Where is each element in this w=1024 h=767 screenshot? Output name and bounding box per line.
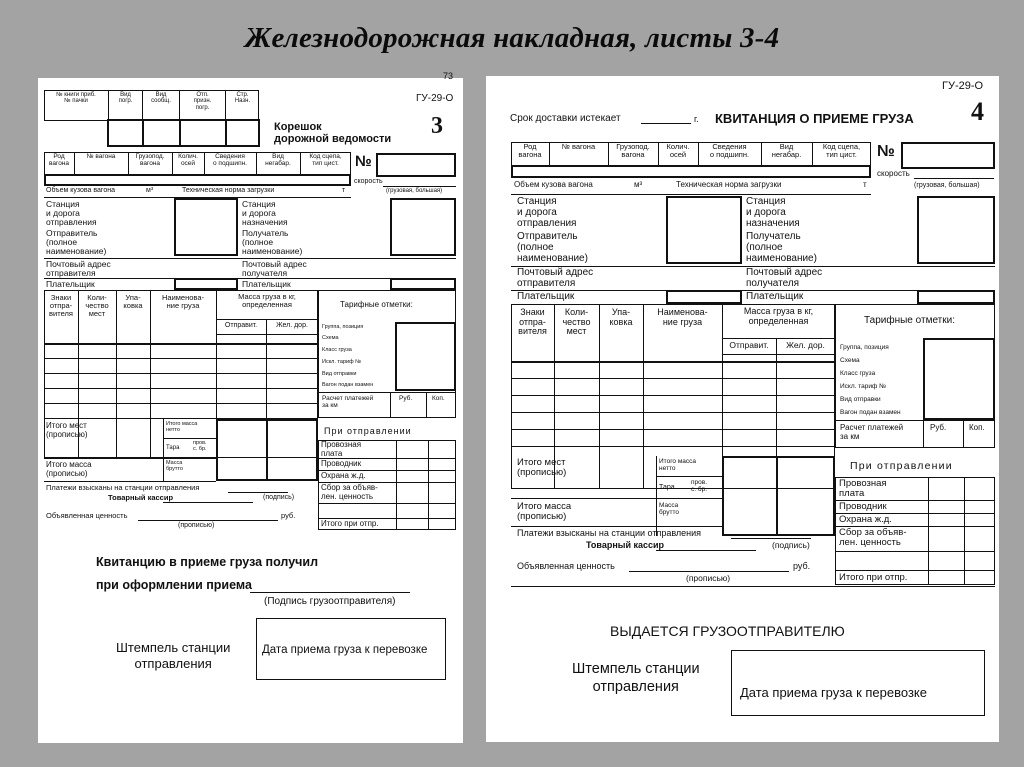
sheet3-receiver: Получатель (полное наименование) xyxy=(242,228,303,257)
sheet3-stamp: Штемпель станции отправления xyxy=(116,640,231,672)
sheet3-kop: Коп. xyxy=(432,395,445,402)
sheet4-date-label: Дата приема груза к перевозке xyxy=(740,685,927,700)
sheet4-tariff-item: Вагон подан взамен xyxy=(840,409,901,416)
sheet4-cargo-col: Коли- чество мест xyxy=(562,307,591,337)
sheet3-shipper-signature: (Подпись грузоотправителя) xyxy=(264,596,396,607)
sheet3-top-box-label: Вид сообщ. xyxy=(151,92,171,105)
sheet4-total-mass: Итого масса (прописью) xyxy=(517,501,572,523)
sheet4-tara: Тара xyxy=(659,484,675,491)
sheet4-number-box xyxy=(901,142,995,169)
sheet4-volume-unit: м³ xyxy=(634,180,643,189)
sheet3-mass-sub: Жел. дор. xyxy=(276,322,308,329)
sheet4-speed: скорость xyxy=(877,169,910,178)
sheet3-payer-left: Плательщик xyxy=(46,279,95,289)
sheet3-tara-note: пров. с. бр. xyxy=(193,440,207,452)
sheet4-station-to-code xyxy=(917,196,995,264)
sheet3-tariff-box xyxy=(395,322,456,391)
sheet4-form-code: ГУ-29-О xyxy=(942,80,984,92)
sheet4-tara-note: пров. с. бр. xyxy=(691,479,708,494)
sheet3-cashier: Товарный кассир xyxy=(108,493,174,502)
sheet4-payer-right: Плательщик xyxy=(746,291,804,302)
sheet3-station-from-code xyxy=(174,198,238,256)
sheet4-date-box xyxy=(731,650,985,716)
sheet3-number-sign: № xyxy=(355,153,372,170)
sheet3-wagon-col: № вагона xyxy=(86,153,116,160)
sheet3-payments: Платежи взысканы на станции отправления xyxy=(46,483,200,492)
sheet4-tariff-item: Вид отправки xyxy=(840,396,881,403)
sheet4-dispatch: При отправлении xyxy=(850,460,953,472)
sheet4-receiver: Получатель (полное наименование) xyxy=(746,231,817,264)
sheet3-page-number: 73 xyxy=(443,71,454,81)
sheet3-total-mass-net: Итого масса нетто xyxy=(166,421,198,433)
sheet3-wagon-col: Сведения о подшипн. xyxy=(213,153,247,168)
sheet3-receipt-line2: при оформлении приема xyxy=(96,578,252,592)
sheet3-station-to-code xyxy=(390,198,456,256)
sheet3-dispatch-item: Охрана ж.д. xyxy=(321,471,366,480)
sheet3-cargo-col: Наименова- ние груза xyxy=(162,293,204,311)
sheet4-rub: Руб. xyxy=(930,423,947,432)
sheet4-payer-left-box xyxy=(666,290,742,304)
sheet4-wagon-entry xyxy=(511,165,871,178)
sheet-3 xyxy=(38,71,463,743)
sheet3-wagon-col: Колич. осей xyxy=(178,153,198,168)
sheet4-declared: Объявленная ценность xyxy=(517,561,615,571)
sheet3-payer-right-box xyxy=(390,278,456,290)
sheet4-dispatch-item: Сбор за объяв- лен. ценность xyxy=(839,527,907,549)
sheet3-wagon-entry xyxy=(44,174,351,186)
sheet4-wagon-col: Колич. осей xyxy=(666,142,690,160)
sheet3-dispatch-item: Сбор за объяв- лен. ценность xyxy=(321,483,378,501)
sheet3-sender: Отправитель (полное наименование) xyxy=(46,228,107,257)
sheet3-station-to: Станция и дорога назначения xyxy=(242,199,288,228)
sheet3-tariff-item: Группа, позиция xyxy=(322,324,364,330)
sheet4-norm-unit: т xyxy=(863,180,867,189)
page-title: Железнодорожная накладная, листы 3-4 xyxy=(244,22,780,54)
sheet4-mass-sub: Отправит. xyxy=(729,340,769,350)
sheet3-speed: скорость xyxy=(354,178,383,185)
sheet3-tariff-item: Схема xyxy=(322,335,339,341)
sheet3-norm-unit: т xyxy=(342,187,346,194)
sheet3-tariff-title: Тарифные отметки: xyxy=(340,300,413,309)
sheet4-mass-gross: Масса брутто xyxy=(659,502,680,517)
sheet3-receipt-line1: Квитанцию в приеме груза получил xyxy=(96,555,319,569)
sheet4-issued: ВЫДАЕТСЯ ГРУЗООТПРАВИТЕЛЮ xyxy=(610,623,845,639)
sheet3-rub2: руб. xyxy=(281,511,296,520)
sheet3-cargo-col: Коли- чество мест xyxy=(85,293,109,319)
sheet4-kop: Коп. xyxy=(969,423,985,432)
sheet4-cashier: Товарный кассир xyxy=(586,540,665,550)
sheet4-cargo-col: Наименова- ние груза xyxy=(657,307,708,327)
sheet3-speed-note: (грузовая, большая) xyxy=(386,188,443,194)
sheet4-year: г. xyxy=(694,114,699,124)
sheet3-dispatch-item: Проводник xyxy=(321,459,362,468)
sheet4-payer-left: Плательщик xyxy=(517,291,575,302)
sheet3-payer-left-box xyxy=(174,278,238,290)
sheet3-mass-gross: Масса брутто xyxy=(166,460,183,472)
sheet-4 xyxy=(486,76,999,742)
sheet4-wagon-col: Сведения о подшипн. xyxy=(709,142,750,160)
sheet4-addr-receiver: Почтовый адрес получателя xyxy=(746,267,823,289)
sheet4-wagon-col: № вагона xyxy=(561,142,596,151)
sheet3-dispatch-item: Провозная плата xyxy=(321,440,362,458)
sheet3-tariff-item: Класс груза xyxy=(322,347,352,353)
sheet4-mass-sub: Жел. дор. xyxy=(786,340,825,350)
sheet3-form-code: ГУ-29-О xyxy=(416,93,454,104)
sheet3-volume: Объем кузова вагона xyxy=(46,187,115,194)
sheet4-payments: Платежи взысканы на станции отправления xyxy=(517,528,702,538)
sheet3-top-box-label: Отп. призн. погр. xyxy=(193,92,212,111)
sheet3-heading: Корешок дорожной ведомости xyxy=(274,121,392,145)
sheet4-sender: Отправитель (полное наименование) xyxy=(517,231,588,264)
sheet4-speed-note: (грузовая, большая) xyxy=(914,182,980,189)
sheet4-norm: Техническая норма загрузки xyxy=(676,180,782,189)
sheet4-tariff-item: Схема xyxy=(840,357,860,364)
sheet4-tariff-item: Группа, позиция xyxy=(840,344,889,351)
sheet4-total-mass-net: Итого масса нетто xyxy=(659,458,697,473)
sheet4-total-places: Итого мест (прописью) xyxy=(517,457,567,479)
sheet4-delivery: Срок доставки истекает xyxy=(510,113,621,124)
sheet4-dispatch-item: Провозная плата xyxy=(839,478,887,500)
sheet3-norm: Техническая норма загрузки xyxy=(182,187,275,194)
sheet3-cargo-col: Знаки отпра- вителя xyxy=(49,293,73,319)
sheet3-rub: Руб. xyxy=(399,395,413,402)
sheet3-date-label: Дата приема груза к перевозке xyxy=(262,644,428,656)
sheet3-tara: Тара xyxy=(166,445,180,451)
sheet4-dispatch-item: Охрана ж.д. xyxy=(839,514,892,525)
sheet3-number-box xyxy=(376,153,456,177)
sheet4-tariff-title: Тарифные отметки: xyxy=(864,315,955,326)
sheet3-in-words: (прописью) xyxy=(178,522,215,529)
sheet3-mass-header: Масса груза в кг, определенная xyxy=(238,292,296,310)
sheet4-dispatch-item: Итого при отпр. xyxy=(839,572,908,583)
sheet3-volume-unit: м³ xyxy=(146,187,154,194)
sheet3-total-places: Итого мест (прописью) xyxy=(46,421,88,439)
sheet3-dispatch: При отправлении xyxy=(324,426,412,436)
sheet4-mass-total-box xyxy=(722,456,835,536)
sheet3-tariff-item: Вид отправки xyxy=(322,371,357,377)
sheet4-tariff-item: Класс груза xyxy=(840,370,876,377)
sheet3-addr-receiver: Почтовый адрес получателя xyxy=(242,259,307,279)
sheet4-payer-right-box xyxy=(917,290,995,304)
sheet4-addr-sender: Почтовый адрес отправителя xyxy=(517,267,594,289)
sheet3-wagon-col: Род вагона xyxy=(48,153,70,168)
sheet3-number: 3 xyxy=(431,113,443,139)
sheet3-wagon-col: Вид негабар. xyxy=(265,153,291,168)
sheet3-top-box-label: Стр. Назн. xyxy=(234,92,251,105)
sheet3-top-box-label: Вид погр. xyxy=(118,92,133,105)
sheet4-tariff-box xyxy=(923,338,995,420)
sheet4-station-from-code xyxy=(666,196,742,264)
sheet4-wagon-col: Код сцепа, тип цист. xyxy=(822,142,861,160)
sheet3-top-box-label: № книги приб. № пачки xyxy=(56,92,96,105)
sheet4-dispatch-item: Проводник xyxy=(839,501,887,512)
sheet4-station-to: Станция и дорога назначения xyxy=(746,196,800,229)
sheet3-tariff-item: Искл. тариф № xyxy=(322,359,362,365)
sheet4-wagon-col: Грузопод. вагона xyxy=(616,142,650,160)
sheet4-signature: (подпись) xyxy=(772,540,810,550)
sheet4-wagon-col: Вид негабар. xyxy=(771,142,802,160)
sheet3-tariff-item: Вагон подан взамен xyxy=(322,382,374,388)
sheet4-mass-header: Масса груза в кг, определенная xyxy=(743,306,814,326)
sheet4-wagon-col: Род вагона xyxy=(518,142,542,160)
sheet3-addr-sender: Почтовый адрес отправителя xyxy=(46,259,111,279)
sheet3-payer-right: Плательщик xyxy=(242,279,291,289)
sheet3-station-from: Станция и дорога отправления xyxy=(46,199,97,228)
sheet3-declared: Объявленная ценность xyxy=(46,511,128,520)
sheet4-cargo-col: Знаки отпра- вителя xyxy=(518,307,547,337)
sheet3-total-mass: Итого масса (прописью) xyxy=(46,460,92,478)
sheet4-cargo-col: Упа- ковка xyxy=(609,307,633,327)
sheet3-dispatch-item: Итого при отпр. xyxy=(321,519,379,528)
sheet4-tariff-item: Искл. тариф № xyxy=(840,383,887,390)
sheet4-calc: Расчет платежей за км xyxy=(840,423,904,441)
sheet4-number: 4 xyxy=(971,97,984,126)
sheet3-mass-sub: Отправит. xyxy=(224,322,258,329)
sheet4-heading: КВИТАНЦИЯ О ПРИЕМЕ ГРУЗА xyxy=(715,111,914,126)
sheet3-cargo-col: Упа- ковка xyxy=(123,293,143,311)
sheet3-signature: (подпись) xyxy=(263,494,295,501)
sheet3-top-entry-boxes xyxy=(107,119,260,147)
sheet3-calc: Расчет платежей за км xyxy=(322,395,374,410)
sheet3-wagon-col: Грузопод. вагона xyxy=(135,153,165,168)
sheet3-wagon-col: Код сцепа, тип цист. xyxy=(309,153,342,168)
sheet4-in-words: (прописью) xyxy=(686,573,731,583)
sheet4-rub2: руб. xyxy=(793,561,811,571)
sheet4-station-from: Станция и дорога отправления xyxy=(517,196,577,229)
sheet4-stamp: Штемпель станции отправления xyxy=(572,661,700,696)
sheet4-volume: Объем кузова вагона xyxy=(514,180,593,189)
sheet4-number-sign: № xyxy=(877,143,895,160)
